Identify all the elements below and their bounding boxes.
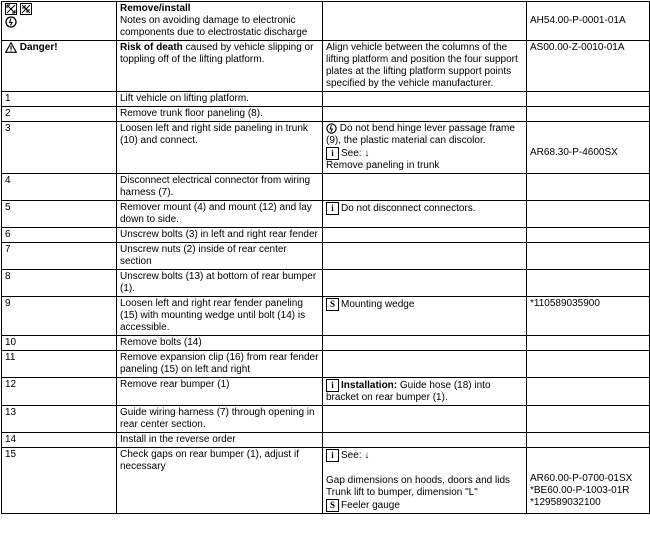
special-tool-icon: S — [326, 298, 339, 311]
esd-circle-icon — [5, 16, 17, 28]
info-box-icon: i — [326, 202, 339, 215]
table-row: 11 Remove expansion clip (16) from rear fender paneling (15) on left and right — [2, 351, 650, 378]
danger-label-cell — [2, 41, 117, 92]
expand-arrows-icon — [5, 3, 17, 15]
danger-ref[interactable]: AS00.00-Z-0010-01A — [527, 41, 650, 92]
table-row: 14 Install in the reverse order — [2, 433, 650, 448]
table-row: 15 Check gaps on rear bumper (1), adjust if necessary i See: ↓ Gap dimensions on hoods, doors and lids Trunk lift to bumper, dimension "L" S Feeler gauge AR60.00-P-0700-01SX *BE60.00-P-1003-01R *129589032100 — [2, 448, 650, 513]
warning-triangle-icon — [5, 42, 17, 53]
danger-risk-cell: Risk of death caused by vehicle slipping or toppling off of the lifting platform. — [117, 41, 323, 92]
table-row: 12 Remove rear bumper (1) i Installation: Guide hose (18) into bracket on rear bumper (1). — [2, 378, 650, 406]
danger-label: Danger! — [19, 42, 58, 54]
table-row: 10 Remove bolts (14) — [2, 336, 650, 351]
info-box-icon: i — [326, 147, 339, 160]
table-row: 2 Remove trunk floor paneling (8). — [2, 107, 650, 122]
procedure-table — [1, 1, 650, 514]
info-box-icon: i — [326, 379, 339, 392]
header-icons-cell — [2, 2, 117, 41]
table-row: 8 Unscrew bolts (13) at bottom of rear bumper (1). — [2, 270, 650, 297]
special-tool-icon: S — [326, 499, 339, 512]
header-ref[interactable]: AH54.00-P-0001-01A — [530, 15, 626, 26]
table-row: 1 Lift vehicle on lifting platform. — [2, 92, 650, 107]
table-row: 3 Loosen left and right side paneling in trunk (10) and connect. Do not bend hinge lever passage frame (9), the plastic material can discolor. i See: ↓ Remove paneling in trunk AR68.30-P-4600SX — [2, 122, 650, 174]
table-row: 13 Guide wiring harness (7) through opening in rear center section. — [2, 406, 650, 433]
esd-circle-icon — [326, 123, 337, 134]
danger-row — [2, 41, 650, 92]
table-row: 7 Unscrew nuts (2) inside of rear center section — [2, 243, 650, 270]
table-row: 6 Unscrew bolts (3) in left and right rear fender — [2, 228, 650, 243]
table-row: 4 Disconnect electrical connector from wiring harness (7). — [2, 174, 650, 201]
table-row: 5 Remover mount (4) and mount (12) and lay down to side. i Do not disconnect connectors. — [2, 201, 650, 228]
page-title: Remove/install — [120, 3, 191, 14]
danger-measure: Align vehicle between the columns of the lifting platform and position the four support plates at the lifting platform support points specified by the vehicle manufacturer. — [323, 41, 527, 92]
header-row — [2, 2, 650, 41]
header-title-cell — [117, 2, 323, 41]
esd-note: Notes on avoiding damage to electronic components due to electrostatic discharge — [120, 15, 308, 38]
compress-arrows-icon — [20, 3, 32, 15]
info-box-icon: i — [326, 449, 339, 462]
table-row: 9 Loosen left and right rear fender paneling (15) with mounting wedge until bolt (14) is accessible. S Mounting wedge *110589035900 — [2, 297, 650, 336]
